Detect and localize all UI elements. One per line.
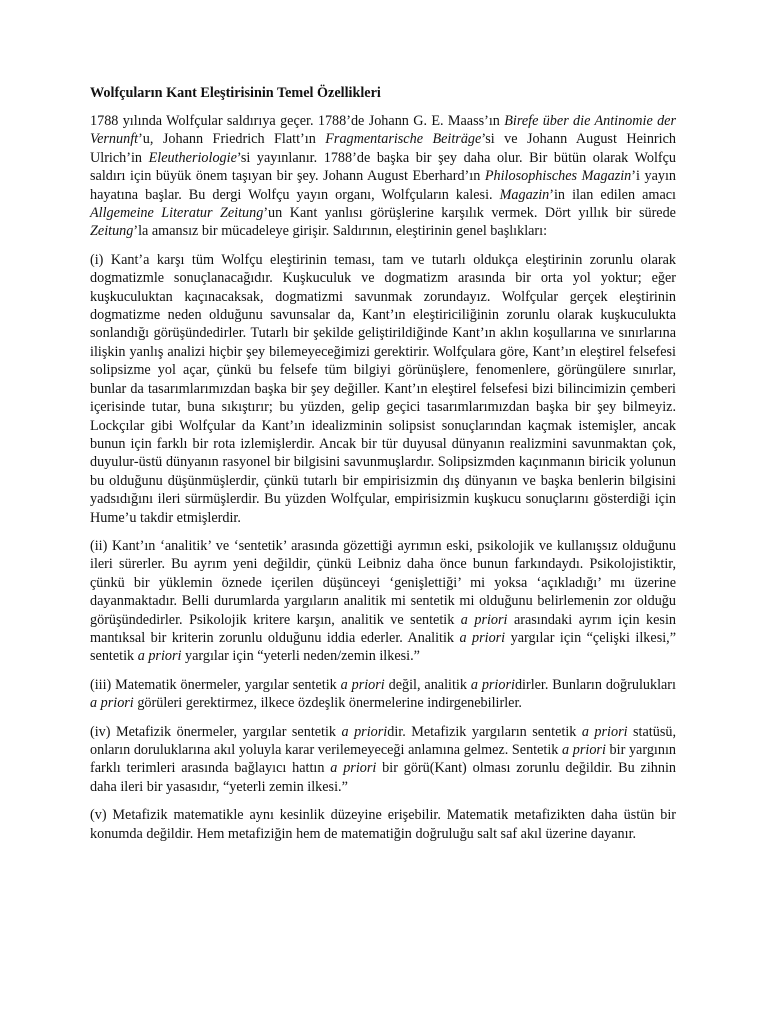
text-run: ’si ve Johann August Heinrich Ulrich’in [90, 131, 676, 166]
text-run: bir yargının farklı terimleri arasında bağlayıcı hattın [90, 742, 676, 777]
italic-text-run: a priori [340, 676, 385, 693]
intro-paragraph [90, 112, 676, 241]
text-run: ’la amansız bir mücadeleye girişir. Saldırının, eleştirinin genel başlıkları: [133, 223, 548, 240]
point-v-paragraph [90, 806, 676, 843]
text-run: görüleri gerektirmez, ilkece özdeşlik önermelerine indirgenebilirler. [133, 695, 522, 712]
italic-text-run: a priori [90, 695, 134, 712]
italic-text-run: a priori [330, 760, 377, 777]
text-run: arasındaki ayrım için kesin mantıksal bir kriterin zorunlu olduğunu iddia ederler. Analitik [90, 611, 676, 646]
italic-text-run: Zeitung [90, 223, 134, 240]
document-title: Wolfçuların Kant Eleştirisinin Temel Özellikleri [90, 85, 381, 101]
italic-text-run: Philosophisches Magazin [484, 168, 632, 185]
document-page [90, 84, 676, 853]
text-run: ’un Kant yanlısı görüşlerine karşılık vermek. Dört yıllık bir sürede [263, 205, 676, 222]
text-run: (iv) Metafizik önermeler, yargılar sentetik [90, 723, 342, 740]
italic-text-run: Magazin [499, 186, 550, 203]
italic-text-run: a priori [581, 723, 628, 740]
text-run: (iii) Matematik önermeler, yargılar sentetik [90, 676, 341, 693]
point-iv-paragraph [90, 723, 676, 797]
text-run: ’i yayın hayatına başlar. Bu dergi Wolfçu yayın organı, Wolfçuların kalesi. [90, 168, 677, 203]
text-run: (ii) Kant’ın ‘analitik’ ve ‘sentetik’ arasında gözettiği ayrımın eski, psikolojik ve kullanışsız olduğunu ileri sürerler. Bu ayrım yeni değildir, çünkü Leibniz daha önce bunun farkındaydı. Psikolojistiktir, çünkü bir yüklemin öznede içerilen düşünceyi ‘genişlettiği’ mi yoksa ‘açıkladığı’ mı üzerine dayanmaktadır. Belli durumlarda yargıların analitik mi sentetik mi olduğunu belirlemenin zor olduğu görüşündedirler. Psikolojik kritere karşın, analitik ve sentetik [90, 537, 676, 628]
text-run: yargılar için “yeterli neden/zemin ilkesi.” [181, 648, 420, 665]
italic-text-run: Fragmentarische Beiträge [325, 131, 482, 148]
italic-text-run: Allgemeine Literatur Zeitung [90, 205, 264, 222]
italic-text-run: a priori [460, 611, 508, 628]
text-run: ’in ilan edilen amacı [549, 186, 676, 203]
text-run: ’si yayınlanır. 1788’de başka bir şey daha olur. Bir bütün olarak Wolfçu saldırı için büyük önem taşıyan bir şey. Johann August Eberhard’ın [90, 149, 676, 185]
italic-text-run: a priori [562, 742, 606, 758]
point-i-paragraph [90, 251, 676, 527]
text-run: bir görü(Kant) olması zorunlu değildir. Bu zihnin daha ileri bir yasasıdır, “yeterli zemin ilkesi.” [90, 760, 676, 795]
italic-text-run: Birefe über die Antinomie der Vernunft [90, 113, 677, 148]
text-run: yargılar için “çelişki ilkesi,” sentetik [90, 629, 676, 665]
italic-text-run: a priori [341, 723, 388, 740]
text-run: dir. Metafizik yargıların sentetik [387, 723, 582, 740]
italic-text-run: a priori [459, 629, 506, 646]
point-iii-paragraph [90, 676, 676, 713]
text-run: (v) Metafizik matematikle aynı kesinlik düzeyine erişebilir. Matematik metafizikten daha üstün bir konumda değildir. Hem metafiziğin hem de matematiğin doğruluğu salt saf akıl üzerine dayanır. [90, 807, 676, 842]
text-run: 1788 yılında Wolfçular saldırıya geçer. 1788’de Johann G. E. Maass’ın [90, 113, 505, 129]
text-run: değil, analitik [384, 676, 471, 693]
italic-text-run: Eleutheriologie [148, 149, 237, 166]
italic-text-run: a priori [137, 648, 182, 665]
text-run: dirler. Bunların doğrulukları [514, 676, 676, 693]
text-run: (i) Kant’a karşı tüm Wolfçu eleştirinin teması, tam ve tutarlı oldukça eleştirinin zorunlu olarak dogmatizmle sonuçlanacağıdır. Kuşkuculuk ve dogmatizm arasında bir orta yol yoktur; eğer kuşkuculuktan kaçınacaksak, dogmatizmi savunmak zorundayız. Wolfçular gerçek eleştirinin dogmatizme neden olduğunu savunsalar da, Kant’ın eleştiriciliğinin zorunlu olarak kuşkuculukta sonlandığı görüşündedirler. Tutarlı bir şekilde geliştirildiğinde Kant’ın aklın koşullarına ve sınırlarına ilişkin yanlış analizi hiçbir şey bilemeyeceğimizi gerektirir. Wolfçulara göre, Kant’ın eleştirel felsefesi solipsizme yol açar, çünkü bu felsefe tüm bilgiyi görünüşlere, fenomenlere, görüngülere sınırlar, bunlar da tasarımlarımızdan başka bir şey değiller. Kant’ın eleştirel felsefesi bizi bilincimizin çemberi içerisinde tutar, buna sıkıştırır; bu yüzden, gelip geçici tasarımlarımızdan başka bir şey bilmeyiz. Lockçılar gibi Wolfçular da Kant’ın idealizminin solipsist sonuçlarından kaçmak istemişler, ancak bunun için farklı bir rota izlemişlerdir. Ancak bir tür duyusal dünyanın realizmini savunmaktan çok, duyulur-üstü dünyanın rasyonel bir bilgisini savunmuşlardır. Solipsizmden kaçınmanın biricik yolunun bu olduğunu düşünmüşlerdir, çünkü tutarlı bir empirisizmin dış dünyanın ve başka benlerin bilgisini yadsıdığını ileri sürmüşlerdir. Bu yüzden Wolfçular, empirisizmin kuşkucu sonuçlarını gösterdiği için Hume’u takdir etmişlerdir. [90, 251, 676, 526]
text-run: statüsü, onların doruluklarına akıl yoluyla karar verilemeyeceği anlamına gelmez. Sentetik [90, 723, 676, 758]
text-run: ’u, Johann Friedrich Flatt’ın [138, 131, 326, 148]
italic-text-run: a priori [470, 676, 515, 693]
point-ii-paragraph [90, 537, 676, 666]
